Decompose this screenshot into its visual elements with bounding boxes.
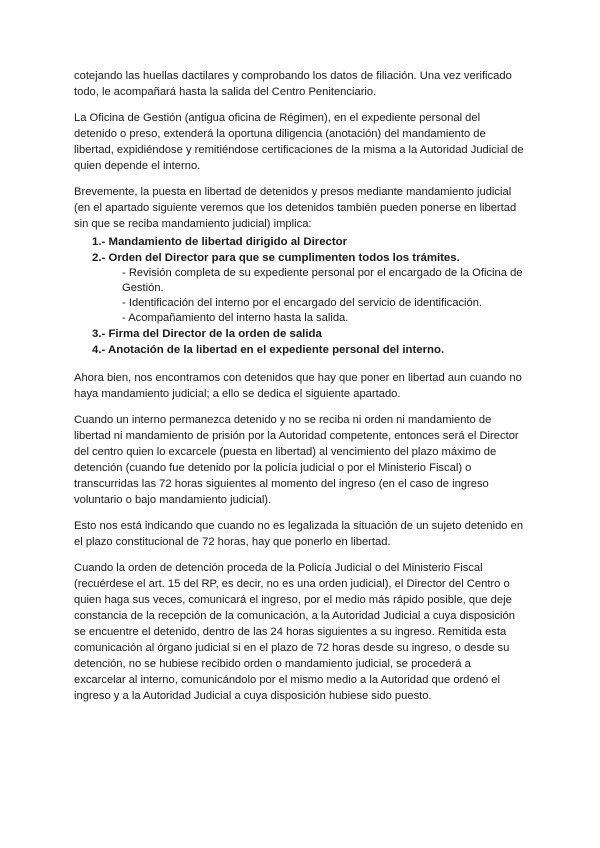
step-2 [92,250,524,326]
paragraph-orden-detencion: Cuando la orden de detención proceda de la Policía Judicial o del Ministerio Fiscal (recuérdese el art. 15 del RP, es decir, no es una orden judicial), el Director del Centro o quien haga sus veces, comunicará el ingreso, por el medio más rápido posible, que deje constancia de la recepción de la comunicación, a la Autoridad Judicial a cuya disposición se encuentre el detenido, dentro de las 24 horas siguientes a su ingreso. Remitida esta comunicación al órgano judicial si en el plazo de 72 horas desde su ingreso, o desde su detención, no se hubiese recibido orden o mandamiento judicial, se procederá a excarcelar al interno, comunicándolo por el mismo medio a la Autoridad que ordenó el ingreso y a la Autoridad Judicial a cuya disposición hubiese sido puesto. [74,562,515,702]
paragraph-plazo-constitucional: Esto nos está indicando que cuando no es legalizada la situación de un sujeto detenido en el plazo constitucional de 72 horas, hay que ponerlo en libertad. [74,520,524,548]
step-2-sub-item: - Acompañamiento del interno hasta la salida. [122,312,349,324]
paragraph-ahora-bien: Ahora bien, nos encontramos con detenidos que hay que poner en libertad aun cuando no haya mandamiento judicial; a ello se dedica el siguiente apartado. [74,372,522,400]
step-2-sub-item: - Identificación del interno por el encargado del servicio de identificación. [122,297,483,309]
document-page [74,68,524,714]
paragraph-interno-detenido: Cuando un interno permanezca detenido y no se reciba ni orden ni mandamiento de libertad ni mandamiento de prisión por la Autoridad competente, entonces será el Director del centro quien lo excarcele (puesta en libertad) al vencimiento del plazo máximo de detención (cuando fue detenido por la policía judicial o por el Ministerio Fiscal) o transcurridas las 72 horas siguientes al momento del ingreso (en el caso de ingreso voluntario o bajo mandamiento judicial). [74,414,519,506]
step-2-sub-item: - Revisión completa de su expediente personal por el encargado de la Oficina de Gestión. [122,267,523,294]
step-4: 4.- Anotación de la libertad en el expediente personal del interno. [92,344,445,356]
step-2-sublist [92,266,524,326]
paragraph-brevemente: Brevemente, la puesta en libertad de detenidos y presos mediante mandamiento judicial (en el apartado siguiente veremos que los detenidos también pueden ponerse en libertad sin que se reciba mandamiento judicial) implica: [74,186,517,230]
paragraph-verification: cotejando las huellas dactilares y comprobando los datos de filiación. Una vez verificado todo, le acompañará hasta la salida del Centro Penitenciario. [74,70,512,98]
paragraph-oficina-gestion: La Oficina de Gestión (antigua oficina de Régimen), en el expediente personal del detenido o preso, extenderá la oportuna diligencia (anotación) del mandamiento de libertad, expidiéndose y remitiéndose certificaciones de la misma a la Autoridad Judicial de quien depende el interno. [74,112,524,172]
step-2-label: 2.- Orden del Director para que se cumplimenten todos los trámites. [92,252,460,264]
steps-list [74,234,524,358]
step-1: 1.- Mandamiento de libertad dirigido al Director [92,236,348,248]
step-3: 3.- Firma del Director de la orden de salida [92,328,322,340]
